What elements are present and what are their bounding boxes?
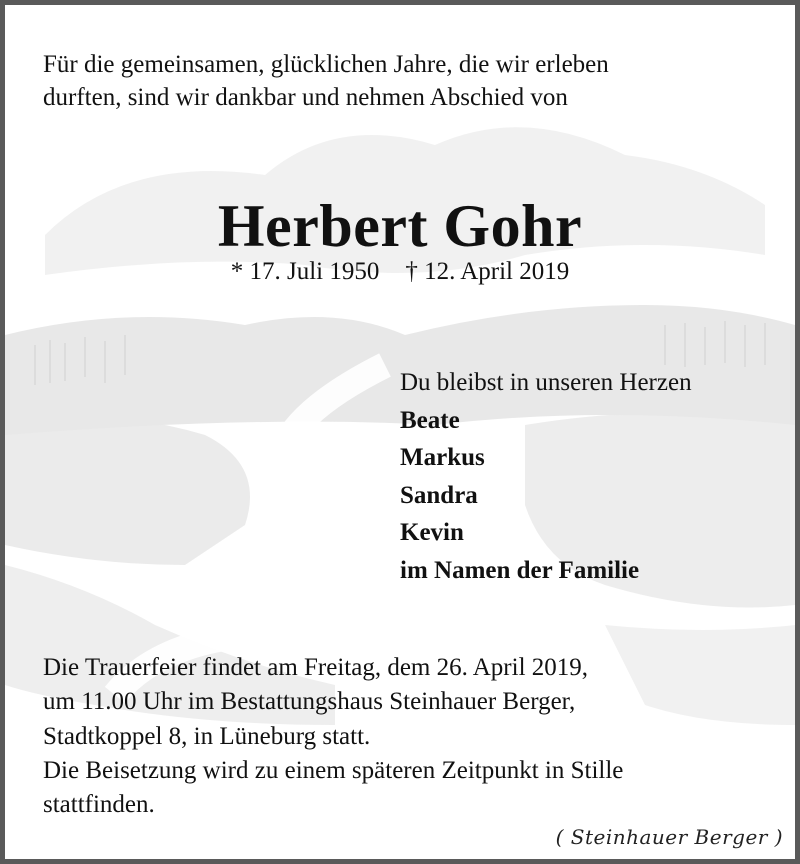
ceremony-line: Die Beisetzung wird zu einem späteren Zeitpunkt in Stille — [43, 756, 624, 784]
ceremony-line: um 11.00 Uhr im Bestattungshaus Steinhauer Berger, — [43, 688, 576, 716]
death-date: † 12. April 2019 — [405, 258, 570, 285]
signers-intro: Du bleibst in unseren Herzen — [400, 369, 692, 396]
ceremony-details — [43, 651, 763, 822]
birth-date: * 17. Juli 1950 — [230, 258, 380, 285]
signer-name: Sandra — [400, 481, 478, 509]
signer-name: Kevin — [400, 519, 464, 546]
signers-block — [400, 364, 692, 589]
ceremony-line: Die Trauerfeier findet am Freitag, dem 26. April 2019, — [43, 654, 589, 681]
intro-text — [43, 48, 743, 114]
ceremony-line: Stadtkoppel 8, in Lüneburg statt. — [43, 722, 371, 750]
signers-closing: im Namen der Familie — [400, 556, 640, 584]
ceremony-line: stattfinden. — [43, 791, 155, 819]
deceased-name: Herbert Gohr — [217, 193, 583, 259]
signer-name: Beate — [400, 406, 460, 434]
signer-name: Markus — [400, 444, 485, 471]
life-dates — [5, 255, 795, 288]
undertaker-signature: ( Steinhauer Berger ) — [555, 825, 783, 849]
intro-line: durften, sind wir dankbar und nehmen Abschied von — [43, 84, 568, 111]
intro-line: Für die gemeinsamen, glücklichen Jahre, die wir erleben — [43, 51, 609, 78]
